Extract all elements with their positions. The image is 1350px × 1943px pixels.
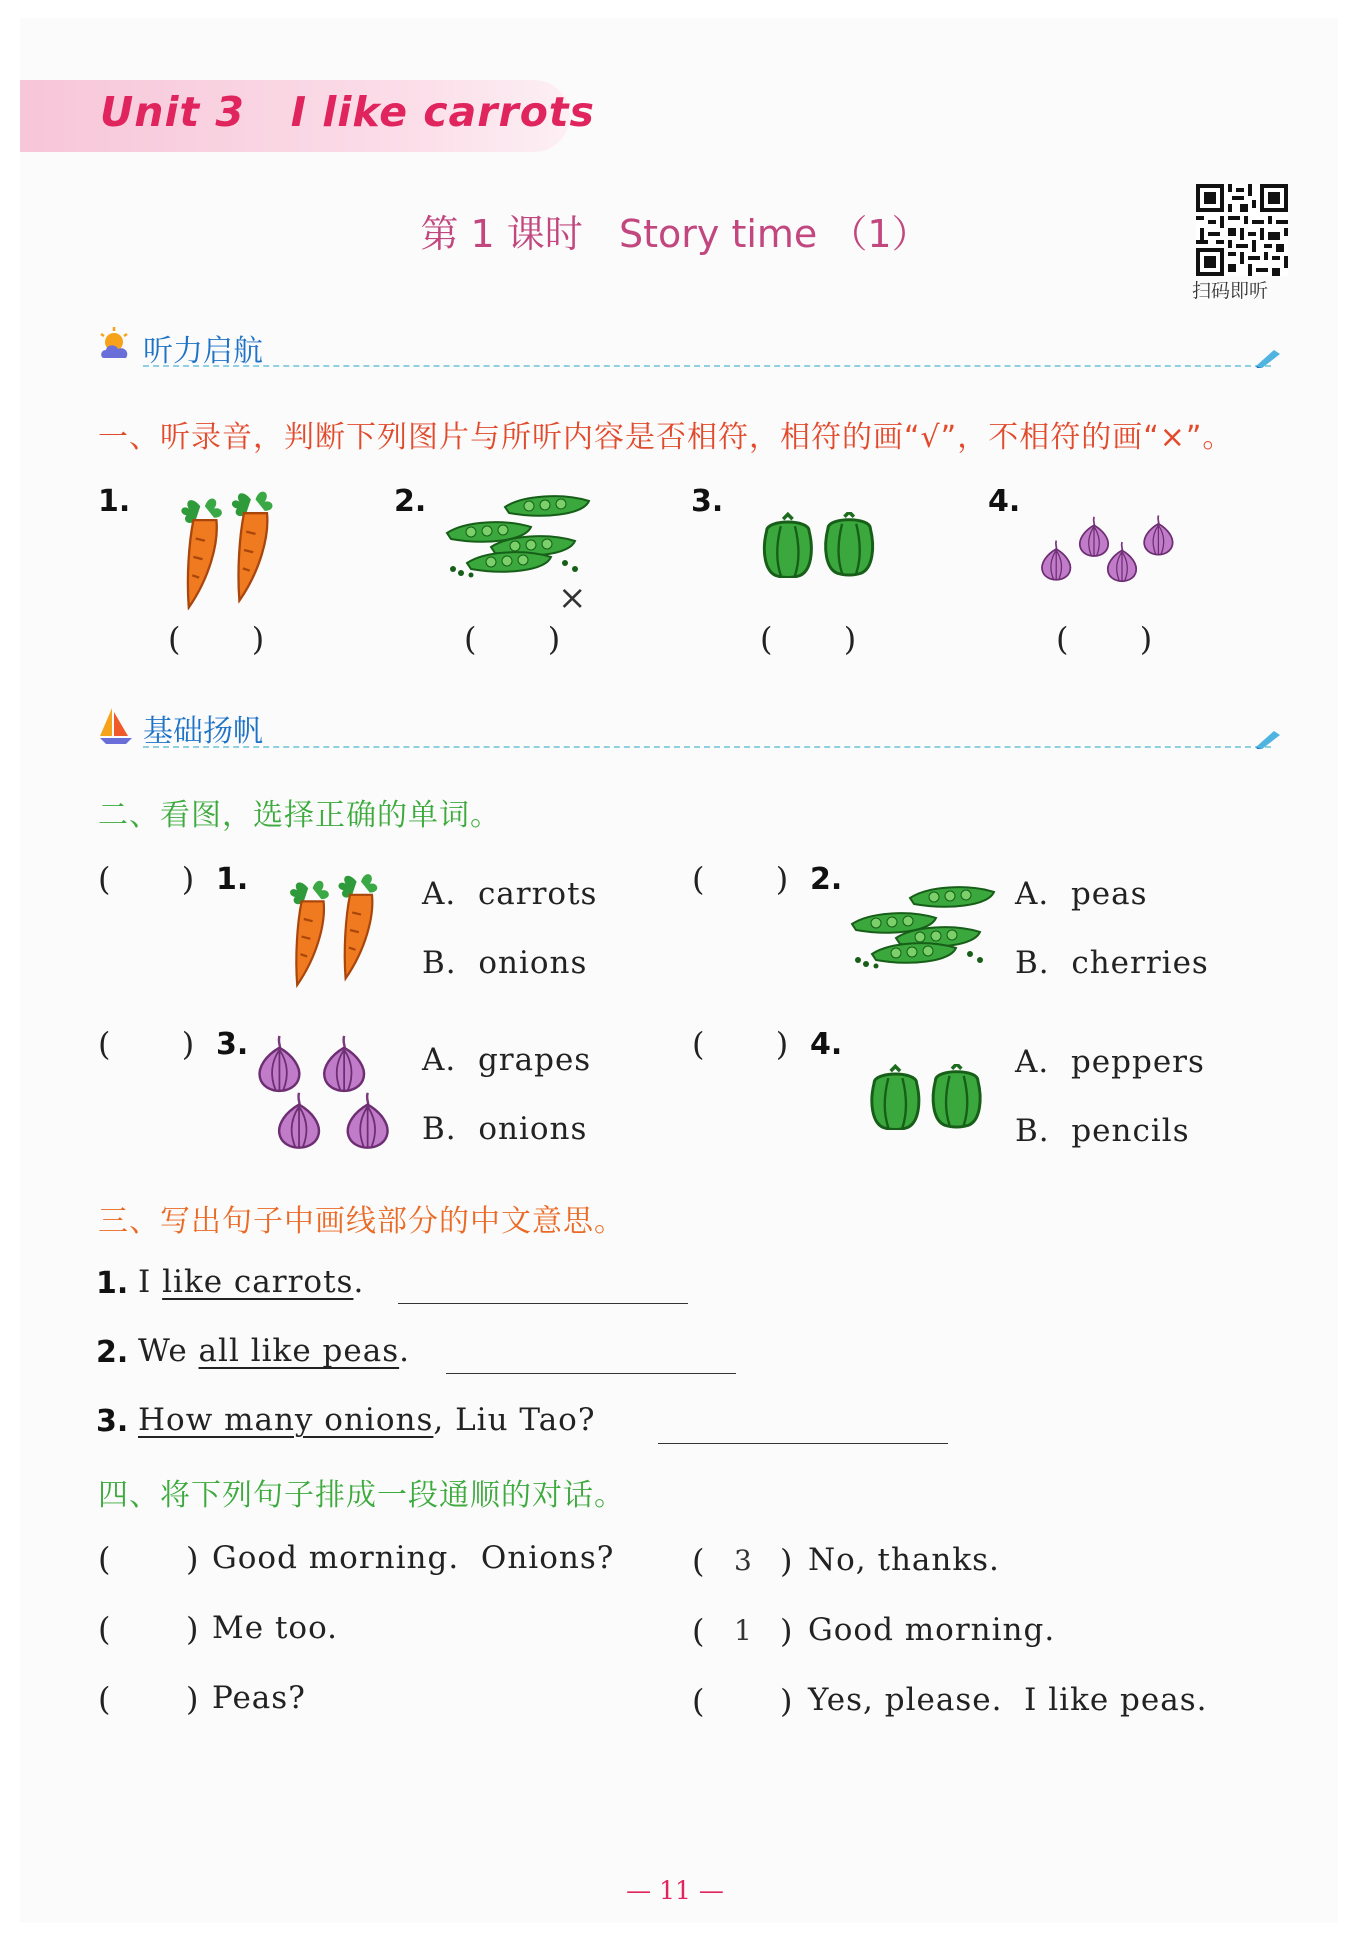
q2-item1-option-a[interactable]: A. carrots <box>422 876 598 912</box>
q2-item4-answer[interactable]: ( ) <box>692 1025 789 1063</box>
q1-item4-answer[interactable]: ( ) <box>1056 620 1153 658</box>
q2-item1-option-b[interactable]: B. onions <box>422 945 588 981</box>
q2-item2-option-b[interactable]: B. cherries <box>1015 945 1209 981</box>
peas-icon <box>445 493 595 583</box>
q4-right1-text: No, thanks. <box>808 1542 1000 1578</box>
q1-item1-answer[interactable]: ( ) <box>168 620 265 658</box>
pen-icon <box>1254 346 1284 368</box>
q3-item3-answer-line[interactable] <box>658 1443 948 1444</box>
underlined-phrase: like carrots <box>162 1264 354 1300</box>
section-divider <box>143 746 1271 748</box>
q2-item3-option-a[interactable]: A. grapes <box>422 1042 592 1078</box>
q4-left2-close: ) <box>186 1610 199 1648</box>
q4-left3-close: ) <box>186 1680 199 1718</box>
q4-right1-close: ) <box>780 1542 793 1580</box>
q1-item1-number: 1. <box>98 484 131 519</box>
underlined-phrase: all like peas <box>198 1333 400 1369</box>
q2-item1-answer[interactable]: ( ) <box>98 860 195 898</box>
section-divider <box>143 365 1271 367</box>
q3-instruction: 三、写出句子中画线部分的中文意思。 <box>98 1204 625 1239</box>
peas-icon <box>850 884 1000 974</box>
q4-right1-answer[interactable]: 3 <box>734 1544 752 1577</box>
q4-right3-open: ( <box>692 1682 705 1720</box>
q2-item3-number: 3. <box>216 1027 249 1062</box>
q3-item3-sentence: How many onions, Liu Tao? <box>138 1402 596 1438</box>
q1-item3-answer[interactable]: ( ) <box>760 620 857 658</box>
q3-item1-number: 1. <box>96 1266 129 1301</box>
q4-right2-open: ( <box>692 1612 705 1650</box>
q4-right2-text: Good morning. <box>808 1612 1056 1648</box>
q3-item2-number: 2. <box>96 1335 129 1370</box>
q4-left1-open: ( <box>98 1540 111 1578</box>
q1-item3-number: 3. <box>691 484 724 519</box>
q2-instruction: 二、看图，选择正确的单词。 <box>98 798 501 833</box>
q4-left3-open: ( <box>98 1680 111 1718</box>
pen-icon <box>1254 727 1284 749</box>
qr-caption: 扫码即听 <box>1192 280 1269 302</box>
q3-item2-sentence: We all like peas. <box>138 1333 410 1369</box>
q3-item3-number: 3. <box>96 1404 129 1439</box>
sun-cloud-icon <box>98 326 134 362</box>
section-heading-listening: 听力启航 <box>143 334 263 369</box>
q1-item2-mark: × <box>558 578 587 618</box>
q4-right3-close: ) <box>780 1682 793 1720</box>
q4-right2-answer[interactable]: 1 <box>734 1614 752 1647</box>
q4-right2-close: ) <box>780 1612 793 1650</box>
q1-item2-answer[interactable]: ( ) <box>464 620 561 658</box>
unit-title: Unit 3 I like carrots <box>100 88 595 136</box>
q4-left2-text: Me too. <box>212 1610 339 1646</box>
q1-item4-number: 4. <box>988 484 1021 519</box>
peppers-icon <box>866 1064 986 1130</box>
sailboat-icon <box>98 706 134 746</box>
q3-item1-sentence: I like carrots. <box>138 1264 365 1300</box>
q4-left2-open: ( <box>98 1610 111 1648</box>
q2-item1-number: 1. <box>216 862 249 897</box>
q2-item3-answer[interactable]: ( ) <box>98 1025 195 1063</box>
q3-item2-answer-line[interactable] <box>446 1373 736 1374</box>
q2-item2-number: 2. <box>810 862 843 897</box>
q2-item4-option-a[interactable]: A. peppers <box>1015 1044 1205 1080</box>
underlined-phrase: How many onions <box>138 1402 434 1438</box>
q4-left1-text: Good morning. Onions? <box>212 1540 615 1576</box>
q1-item2-number: 2. <box>394 484 427 519</box>
lesson-title: 第 1 课时 Story time （1） <box>420 212 930 256</box>
q4-instruction: 四、将下列句子排成一段通顺的对话。 <box>98 1478 625 1513</box>
q4-right3-text: Yes, please. I like peas. <box>808 1682 1208 1718</box>
q2-item3-option-b[interactable]: B. onions <box>422 1111 588 1147</box>
q4-right1-open: ( <box>692 1542 705 1580</box>
carrots-icon <box>284 870 394 990</box>
q4-left3-text: Peas? <box>212 1680 306 1716</box>
q4-left1-close: ) <box>186 1540 199 1578</box>
carrots-icon <box>175 490 290 610</box>
q2-item2-answer[interactable]: ( ) <box>692 860 789 898</box>
qr-code-icon[interactable] <box>1196 184 1288 276</box>
section-heading-basics: 基础扬帆 <box>143 714 263 749</box>
onions-icon <box>1038 514 1188 590</box>
onions-icon <box>252 1034 402 1154</box>
q2-item4-number: 4. <box>810 1027 843 1062</box>
q1-instruction: 一、听录音，判断下列图片与所听内容是否相符，相符的画“√”，不相符的画“×”。 <box>98 420 1234 455</box>
peppers-icon <box>756 512 881 578</box>
q2-item4-option-b[interactable]: B. pencils <box>1015 1113 1190 1149</box>
q3-item1-answer-line[interactable] <box>398 1303 688 1304</box>
q2-item2-option-a[interactable]: A. peas <box>1015 876 1148 912</box>
page-number: — 11 — <box>626 1876 724 1905</box>
